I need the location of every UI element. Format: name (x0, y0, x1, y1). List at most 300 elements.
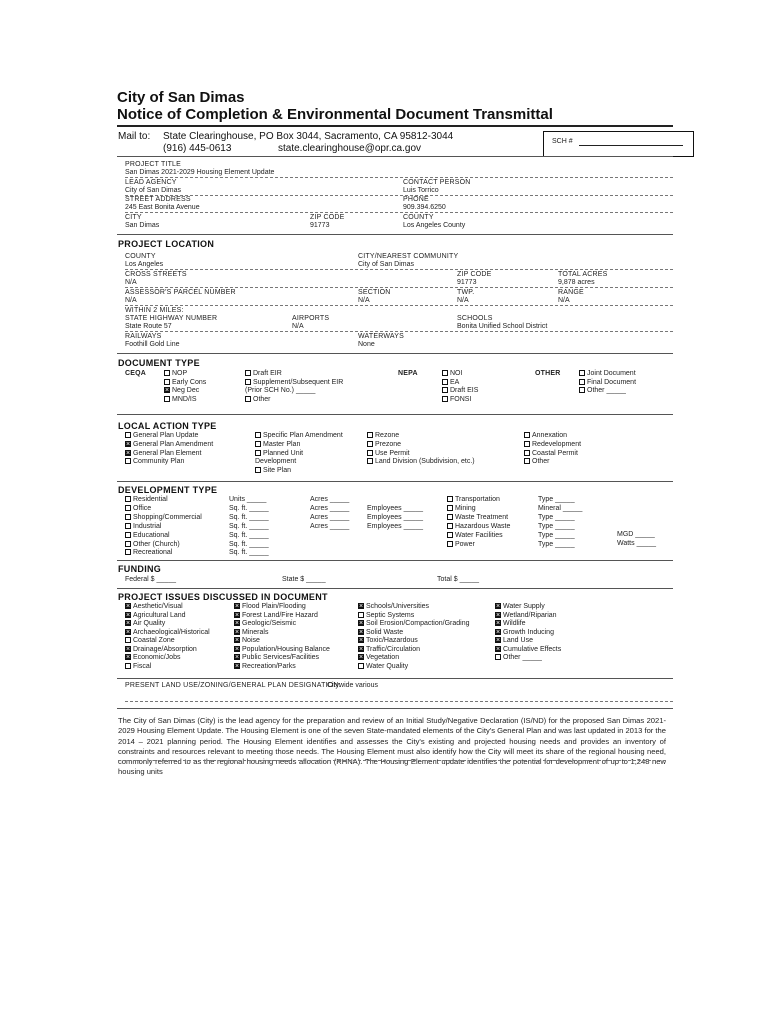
ceqa-mnd-is[interactable] (164, 396, 197, 403)
checkbox-label: Community Plan (133, 458, 185, 466)
dev-recreational[interactable] (125, 549, 172, 556)
dev-shopping-commercial[interactable] (125, 514, 202, 521)
local-action-general-plan-update[interactable] (125, 432, 198, 439)
mail-to-label: Mail to: (118, 131, 151, 142)
dev-hazardous-waste[interactable] (447, 523, 510, 530)
checkbox-label: Aesthetic/Visual (133, 603, 183, 610)
dev-text: Residential (133, 496, 168, 503)
checkbox[interactable] (125, 441, 131, 447)
checkbox-label: Coastal Zone (133, 637, 175, 644)
local-action-land-division-subdivision-etc[interactable] (367, 458, 475, 465)
header-rule (117, 156, 673, 157)
checkbox[interactable] (255, 441, 261, 447)
dev-power[interactable] (447, 541, 475, 548)
checkbox-label: Draft EIS (450, 387, 479, 394)
dev-text: Sq. ft. _____ (229, 549, 269, 557)
issue-flood-plain-flooding[interactable] (234, 603, 306, 610)
local-action-general-plan-element[interactable] (125, 450, 201, 457)
rule (125, 287, 673, 288)
checkbox[interactable] (234, 603, 240, 609)
range-value: N/A (558, 297, 570, 304)
dev-text: Sq. ft. _____ (229, 540, 269, 548)
checkbox-label: NOI (450, 370, 463, 377)
checkbox[interactable] (125, 637, 131, 643)
dev-units (229, 523, 269, 530)
lead-agency-value: City of San Dimas (125, 187, 182, 194)
checkbox[interactable] (255, 467, 261, 473)
dev-units (229, 549, 269, 556)
apn-value: N/A (125, 297, 137, 304)
local-action-general-plan-amendment[interactable] (125, 441, 213, 448)
dev-text: Power (455, 540, 475, 548)
checkbox[interactable] (579, 370, 585, 376)
mgd-field: MGD _____ (617, 531, 655, 538)
checkbox-label: Traffic/Circulation (366, 645, 421, 653)
checkbox-label: Archaeological/Historical (133, 628, 210, 636)
rule (125, 305, 673, 306)
checkbox[interactable] (524, 450, 530, 456)
schools-value: Bonita Unified School District (457, 323, 548, 330)
checkbox-label: Drainage/Absorption (133, 645, 197, 653)
ceqa-supplement-subsequent-eir[interactable] (245, 379, 343, 386)
dev-mining[interactable] (447, 505, 476, 512)
checkbox[interactable] (442, 396, 448, 402)
rule (117, 414, 673, 415)
checkbox-label: NOP (172, 370, 188, 377)
dev-text: Type _____ (538, 496, 575, 503)
checkbox-label: Final Document (587, 378, 637, 386)
phone-label: PHONE (403, 196, 429, 203)
dev-text: Mining (455, 504, 476, 512)
dev-text: Shopping/Commercial (133, 513, 202, 521)
rule (117, 708, 673, 709)
railways-value: Foothill Gold Line (125, 341, 180, 348)
dev-text: Type _____ (538, 531, 575, 539)
checkbox-label: Schools/Universities (366, 603, 430, 610)
checkbox-label: Prezone (375, 440, 402, 448)
rule (117, 560, 673, 561)
present-land-use-label: PRESENT LAND USE/ZONING/GENERAL PLAN DESIGNATION: (125, 682, 341, 689)
issue-noise[interactable] (234, 637, 260, 644)
checkbox[interactable] (447, 541, 453, 547)
local-action-prezone[interactable] (367, 441, 401, 448)
within-2-miles-label: WITHIN 2 MILES: (125, 307, 184, 314)
checkbox[interactable] (125, 514, 131, 520)
project-description: The City of San Dimas (City) is the lead agency for the preparation and review of an Initial Study/Negative Declaration (IS/ND) for the proposed San Dimas 2021-2029 Housing Element Update. The Housing Element is one of the seven State-mandated elements of the City's General Plan and was last updated in 2013 for the 2014 – 2021 planning period. The Housing Element identifies and assesses the City's existing and projected housing needs and provides an inventory of constraints and resources relevant to meeting those needs. The Housing Element must also identify how the City will meet its share of the regional housing need, commonly referred to as the regional housing needs allocation (RHNA). The Housing Element update identifies the potential for development of up to 1,248 new housing units (118, 716, 666, 777)
checkbox-label: Growth Inducing (503, 628, 554, 636)
checkbox[interactable] (358, 663, 364, 669)
project-location-heading: PROJECT LOCATION (118, 239, 215, 249)
issue-schools-universities[interactable] (358, 603, 429, 610)
street-address-value: 245 East Bonita Avenue (125, 204, 200, 211)
issue-air-quality[interactable] (125, 620, 165, 627)
local-action-use-permit[interactable] (367, 450, 410, 457)
checkbox[interactable] (358, 646, 364, 652)
dev-text: Employees _____ (367, 513, 424, 521)
local-action-development (255, 458, 296, 465)
issue-minerals[interactable] (234, 629, 268, 636)
issue-recreation-parks[interactable] (234, 663, 296, 670)
checkbox-label: Land Use (503, 637, 533, 644)
checkbox[interactable] (495, 620, 501, 626)
issue-vegetation[interactable] (358, 654, 399, 661)
issue-population-housing-balance[interactable] (234, 646, 330, 653)
total-acres-label: TOTAL ACRES (558, 271, 608, 278)
local-action-community-plan[interactable] (125, 458, 184, 465)
checkbox[interactable] (255, 450, 261, 456)
nepa-fonsi[interactable] (442, 396, 471, 403)
dev-text: Sq. ft. _____ (229, 504, 269, 512)
rule (117, 678, 673, 679)
dev-type (538, 505, 582, 512)
ceqa-nop[interactable] (164, 370, 187, 377)
dev-text: Other (Church) (133, 540, 180, 548)
issue-geologic-seismic[interactable] (234, 620, 296, 627)
checkbox[interactable] (524, 458, 530, 464)
other-doc-other[interactable] (579, 387, 626, 394)
checkbox[interactable] (125, 458, 131, 464)
dev-acres (310, 496, 349, 503)
issue-drainage-absorption[interactable] (125, 646, 197, 653)
agency-name: City of San Dimas (117, 89, 245, 106)
nepa-ea[interactable] (442, 379, 459, 386)
checkbox[interactable] (245, 370, 251, 376)
project-title-value: San Dimas 2021-2029 Housing Element Update (125, 169, 275, 176)
checkbox[interactable] (125, 549, 131, 555)
checkbox[interactable] (495, 629, 501, 635)
ceqa-draft-eir[interactable] (245, 370, 282, 377)
checkbox[interactable] (125, 432, 131, 438)
dev-text: Water Facilities (455, 531, 503, 539)
checkbox[interactable] (125, 505, 131, 511)
other-doc-final-document[interactable] (579, 379, 636, 386)
checkbox-label: Toxic/Hazardous (366, 637, 418, 644)
issue-fiscal[interactable] (125, 663, 151, 670)
checkbox[interactable] (125, 523, 131, 529)
other-label: OTHER (535, 370, 561, 377)
checkbox[interactable] (125, 496, 131, 502)
checkbox[interactable] (234, 629, 240, 635)
dev-residential[interactable] (125, 496, 168, 503)
checkbox[interactable] (164, 387, 170, 393)
checkbox-label: Minerals (242, 628, 269, 636)
twp-value: N/A (457, 297, 469, 304)
issue-water-quality[interactable] (358, 663, 408, 670)
issue-agricultural-land[interactable] (125, 612, 186, 619)
checkbox[interactable] (234, 646, 240, 652)
range-label: RANGE (558, 289, 584, 296)
issue-toxic-hazardous[interactable] (358, 637, 418, 644)
checkbox-label: Cumulative Effects (503, 645, 562, 653)
dev-text: Office (133, 504, 152, 512)
zip-label: ZIP CODE (310, 214, 345, 221)
dev-units (229, 541, 269, 548)
checkbox[interactable] (524, 441, 530, 447)
checkbox-label: Coastal Permit (532, 449, 578, 457)
dev-acres (310, 523, 349, 530)
dev-text: Employees _____ (367, 522, 424, 530)
checkbox-label: Early Cons (172, 378, 207, 386)
sch-box (543, 131, 694, 157)
issue-economic-jobs[interactable] (125, 654, 180, 661)
checkbox[interactable] (495, 654, 501, 660)
checkbox[interactable] (358, 620, 364, 626)
issue-public-services-facilities[interactable] (234, 654, 319, 661)
checkbox[interactable] (125, 541, 131, 547)
dev-industrial[interactable] (125, 523, 161, 530)
issue-growth-inducing[interactable] (495, 629, 554, 636)
checkbox[interactable] (255, 432, 261, 438)
nearest-community-value: City of San Dimas (358, 261, 415, 268)
checkbox-label: Rezone (375, 432, 400, 439)
checkbox-label: General Plan Update (133, 432, 199, 439)
checkbox[interactable] (164, 396, 170, 402)
funding-state: State $ _____ (282, 576, 326, 583)
checkbox-label: Redevelopment (532, 440, 582, 448)
document-title: Notice of Completion & Environmental Document Transmittal (117, 106, 553, 123)
funding-heading: FUNDING (118, 564, 162, 574)
document-type-heading: DOCUMENT TYPE (118, 358, 200, 368)
issue-traffic-circulation[interactable] (358, 646, 420, 653)
loc-zip-label: ZIP CODE (457, 271, 492, 278)
local-action-site-plan[interactable] (255, 467, 291, 474)
checkbox-label: Development (255, 458, 297, 466)
ceqa-neg-dec[interactable] (164, 387, 199, 394)
waterways-value: None (358, 341, 375, 348)
funding-federal: Federal $ _____ (125, 576, 176, 583)
cross-streets-label: CROSS STREETS (125, 271, 187, 278)
project-title-label: PROJECT TITLE (125, 161, 182, 168)
checkbox[interactable] (125, 629, 131, 635)
checkbox-label: Specific Plan Amendment (263, 432, 343, 439)
checkbox-label: Population/Housing Balance (242, 645, 330, 653)
local-action-heading: LOCAL ACTION TYPE (118, 421, 217, 431)
dev-text: Type _____ (538, 513, 575, 521)
checkbox[interactable] (495, 603, 501, 609)
checkbox[interactable] (447, 532, 453, 538)
checkbox[interactable] (579, 387, 585, 393)
checkbox[interactable] (164, 370, 170, 376)
checkbox-label: Septic Systems (366, 611, 415, 619)
checkbox[interactable] (245, 379, 251, 385)
dev-employees (367, 505, 423, 512)
state-highway-value: State Route 57 (125, 323, 172, 330)
checkbox[interactable] (367, 450, 373, 456)
checkbox[interactable] (125, 620, 131, 626)
checkbox[interactable] (367, 458, 373, 464)
checkbox[interactable] (125, 532, 131, 538)
issue-forest-land-fire-hazard[interactable] (234, 612, 318, 619)
checkbox[interactable] (367, 441, 373, 447)
checkbox[interactable] (125, 654, 131, 660)
ceqa-early-cons[interactable] (164, 379, 206, 386)
checkbox[interactable] (358, 654, 364, 660)
sch-label: SCH # (552, 138, 573, 145)
checkbox[interactable] (358, 637, 364, 643)
checkbox[interactable] (447, 514, 453, 520)
local-action-master-plan[interactable] (255, 441, 300, 448)
checkbox[interactable] (447, 496, 453, 502)
local-action-coastal-permit[interactable] (524, 450, 578, 457)
issue-archaeological-historical[interactable] (125, 629, 210, 636)
issue-wetland-riparian[interactable] (495, 612, 557, 619)
rule (117, 234, 673, 235)
dev-text: Sq. ft. _____ (229, 531, 269, 539)
county-value: Los Angeles County (403, 222, 466, 229)
contact-label: CONTACT PERSON (403, 179, 471, 186)
dev-office[interactable] (125, 505, 151, 512)
section-label: SECTION (358, 289, 391, 296)
city-value: San Dimas (125, 222, 160, 229)
schools-label: SCHOOLS (457, 315, 493, 322)
local-action-rezone[interactable] (367, 432, 399, 439)
dev-text: Employees _____ (367, 504, 424, 512)
present-land-use-value: Citywide various (327, 682, 378, 689)
checkbox[interactable] (495, 612, 501, 618)
ceqa-label: CEQA (125, 370, 147, 377)
issue-land-use[interactable] (495, 637, 533, 644)
checkbox[interactable] (495, 637, 501, 643)
checkbox-label: Other (532, 458, 550, 466)
rule (118, 760, 666, 761)
ceqa-other[interactable] (245, 396, 271, 403)
checkbox-label: Recreation/Parks (242, 662, 296, 670)
checkbox[interactable] (245, 396, 251, 402)
local-action-redevelopment[interactable] (524, 441, 581, 448)
checkbox-label: Solid Waste (366, 628, 404, 636)
dev-employees (367, 514, 423, 521)
issue-coastal-zone[interactable] (125, 637, 175, 644)
dev-water-facilities[interactable] (447, 532, 503, 539)
local-action-planned-unit[interactable] (255, 450, 303, 457)
loc-zip-value: 91773 (457, 279, 477, 286)
dev-text: Waste Treatment (455, 513, 509, 521)
issue-wildlife[interactable] (495, 620, 526, 627)
checkbox-label: Wetland/Riparian (503, 611, 557, 619)
checkbox[interactable] (358, 603, 364, 609)
issue-aesthetic-visual[interactable] (125, 603, 183, 610)
issue-septic-systems[interactable] (358, 612, 414, 619)
dev-type (538, 523, 575, 530)
dev-other-church[interactable] (125, 541, 180, 548)
dev-transportation[interactable] (447, 496, 500, 503)
checkbox-label: Wildlife (503, 620, 526, 627)
other-doc-joint-document[interactable] (579, 370, 636, 377)
checkbox-label: General Plan Element (133, 449, 202, 457)
rule (125, 212, 673, 213)
checkbox[interactable] (367, 432, 373, 438)
checkbox[interactable] (125, 603, 131, 609)
checkbox[interactable] (125, 646, 131, 652)
checkbox[interactable] (125, 450, 131, 456)
checkbox-label: Flood Plain/Flooding (242, 603, 306, 610)
checkbox[interactable] (125, 612, 131, 618)
checkbox[interactable] (234, 637, 240, 643)
issue-solid-waste[interactable] (358, 629, 403, 636)
checkbox[interactable] (358, 629, 364, 635)
city-label: CITY (125, 214, 142, 221)
checkbox-label: Agricultural Land (133, 611, 186, 619)
dev-text: Sq. ft. _____ (229, 513, 269, 521)
checkbox[interactable] (442, 370, 448, 376)
rule (125, 195, 673, 196)
checkbox-label: Use Permit (375, 449, 410, 457)
clearinghouse-email: state.clearinghouse@opr.ca.gov (278, 143, 422, 154)
checkbox[interactable] (579, 379, 585, 385)
checkbox[interactable] (495, 646, 501, 652)
contact-value: Luis Torrico (403, 187, 439, 194)
checkbox-label: Vegetation (366, 654, 400, 661)
local-action-annexation[interactable] (524, 432, 567, 439)
checkbox[interactable] (234, 612, 240, 618)
checkbox[interactable] (524, 432, 530, 438)
phone-value: 909.394.6250 (403, 204, 446, 211)
lead-agency-label: LEAD AGENCY (125, 179, 177, 186)
dev-acres (310, 505, 349, 512)
dev-employees (367, 523, 423, 530)
checkbox-label: Master Plan (263, 440, 301, 448)
checkbox[interactable] (447, 523, 453, 529)
checkbox-label: Fiscal (133, 662, 152, 670)
loc-county-label: COUNTY (125, 253, 156, 260)
local-action-other[interactable] (524, 458, 550, 465)
funding-total: Total $ _____ (437, 576, 480, 583)
checkbox-label: (Prior SCH No.) _____ (245, 387, 316, 394)
nepa-noi[interactable] (442, 370, 462, 377)
checkbox-label: Other _____ (503, 654, 542, 661)
dev-text: Acres _____ (310, 504, 350, 512)
checkbox-label: General Plan Amendment (133, 440, 214, 448)
dev-waste-treatment[interactable] (447, 514, 508, 521)
checkbox[interactable] (447, 505, 453, 511)
checkbox-label: Water Supply (503, 603, 545, 610)
issue-soil-erosion-compaction-grading[interactable] (358, 620, 470, 627)
issue-cumulative-effects[interactable] (495, 646, 561, 653)
issue-other[interactable] (495, 654, 542, 661)
dev-text: Acres _____ (310, 496, 350, 503)
checkbox-label: Neg Dec (172, 387, 200, 394)
dev-text: Sq. ft. _____ (229, 522, 269, 530)
checkbox-label: Planned Unit (263, 449, 304, 457)
checkbox[interactable] (125, 663, 131, 669)
checkbox-label: Supplement/Subsequent EIR (253, 378, 344, 386)
checkbox[interactable] (358, 612, 364, 618)
watts-field: Watts _____ (617, 540, 657, 547)
zip-value: 91773 (310, 222, 330, 229)
sch-field[interactable] (579, 145, 683, 146)
checkbox[interactable] (234, 654, 240, 660)
checkbox[interactable] (164, 379, 170, 385)
checkbox-label: Joint Document (587, 370, 636, 377)
issue-water-supply[interactable] (495, 603, 545, 610)
nepa-draft-eis[interactable] (442, 387, 478, 394)
dev-text: Type _____ (538, 522, 575, 530)
checkbox-label: FONSI (450, 395, 472, 403)
checkbox-label: Public Services/Facilities (242, 654, 320, 661)
dev-text: Type _____ (538, 540, 575, 548)
checkbox[interactable] (442, 387, 448, 393)
rule (125, 177, 673, 178)
apn-label: ASSESSOR'S PARCEL NUMBER (125, 289, 236, 296)
checkbox-label: Other (253, 395, 271, 403)
local-action-specific-plan-amendment[interactable] (255, 432, 343, 439)
dev-text: Mineral _____ (538, 504, 583, 512)
checkbox[interactable] (442, 379, 448, 385)
checkbox[interactable] (234, 620, 240, 626)
dev-type (538, 496, 575, 503)
dev-educational[interactable] (125, 532, 170, 539)
checkbox[interactable] (234, 663, 240, 669)
